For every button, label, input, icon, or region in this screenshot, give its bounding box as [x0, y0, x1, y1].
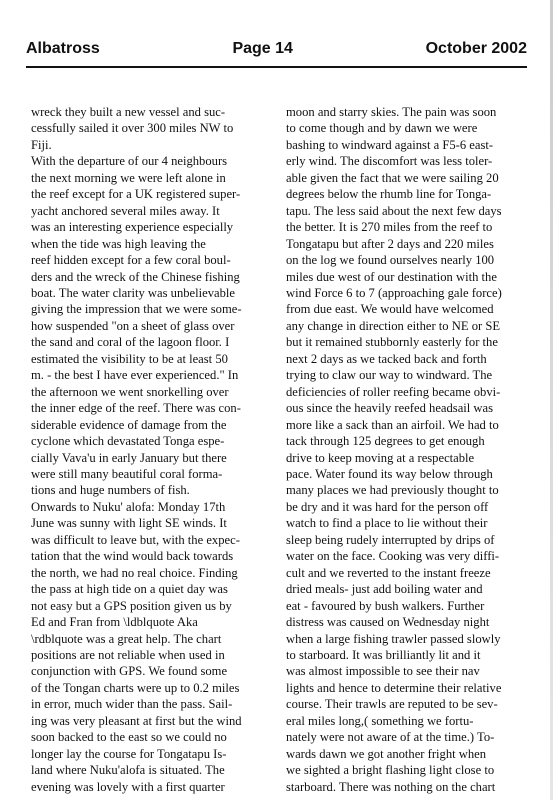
text-line: tack through 125 degrees to get enough: [286, 434, 485, 449]
text-line: cult and we reverted to the instant freeze: [286, 565, 491, 580]
text-line: wreck they built a new vessel and suc-: [31, 105, 226, 119]
text-line: the afternoon we went snorkelling over: [31, 384, 229, 399]
text-line: eral miles long,( something we fortu-: [286, 713, 474, 728]
text-line: nately were not aware of at the time.) To-: [286, 730, 495, 745]
text-line: the reef except for a UK registered super-: [31, 187, 241, 202]
text-line: siderable evidence of damage from the: [31, 417, 227, 432]
text-line: Onwards to Nuku' alofa: Monday 17th: [31, 499, 226, 514]
text-line: but it remained stubbornly easterly for the: [286, 335, 498, 350]
text-line: the north, we had no real choice. Finding: [31, 565, 238, 580]
text-line: to starboard. It was brilliantly lit and it: [286, 647, 481, 662]
text-line: on the log we found ourselves nearly 100: [286, 253, 495, 268]
text-line: miles due west of our destination with the: [286, 269, 497, 284]
text-line: the sand and coral of the lagoon floor. I: [31, 335, 230, 350]
text-line: of the Tongan charts were up to 0.2 miles: [31, 680, 240, 695]
text-line: Ed and Fran from \ldblquote Aka: [31, 615, 198, 630]
text-line: June was sunny with light SE winds. It: [31, 516, 227, 531]
text-line: cially Vava'u in early January but there: [31, 450, 227, 465]
text-line: the inner edge of the reef. There was con-: [31, 401, 241, 416]
text-line: eat - favoured by bush walkers. Further: [286, 598, 485, 613]
text-line: degrees below the rhumb line for Tonga-: [286, 187, 492, 202]
text-line: longer lay the course for Tongatapu Is-: [31, 746, 227, 761]
text-line: when a large fishing trawler passed slowly: [286, 631, 501, 646]
page-number: Page 14: [232, 40, 293, 57]
text-line: were still many beautiful coral forma-: [31, 466, 223, 481]
text-line: drive to keep moving at a respectable: [286, 450, 475, 465]
text-line: not easy but a GPS position given us by: [31, 598, 232, 613]
text-line: Tongatapu but after 2 days and 220 miles: [286, 236, 494, 251]
text-line: ders and the wreck of the Chinese fishing: [31, 269, 240, 284]
text-line: the next morning we were left alone in: [31, 170, 226, 185]
text-line: the better. It is 270 miles from the reef to: [286, 220, 493, 235]
text-line: deficiencies of roller reefing became obvi-: [286, 384, 501, 399]
text-line: to come though and by dawn we were: [286, 121, 478, 136]
text-line: moon and starry skies. The pain was soon: [286, 105, 497, 119]
text-line: Fiji.: [31, 137, 52, 152]
text-line: trying to claw our way to windward. The: [286, 368, 493, 383]
text-line: conjunction with GPS. We found some: [31, 664, 228, 679]
text-line: able given the fact that we were sailing 20: [286, 170, 499, 185]
text-line: m. - the best I have ever experienced." In: [31, 368, 239, 383]
text-line: watch to find a place to lie without their: [286, 516, 488, 531]
text-line: dried meals- just add boiling water and: [286, 582, 483, 597]
page-header: [26, 40, 527, 58]
text-line: With the departure of our 4 neighbours: [31, 154, 228, 169]
text-line: cyclone which devastated Tonga espe-: [31, 434, 225, 449]
text-line: ing was very pleasant at first but the wind: [31, 713, 242, 728]
text-line: when the tide was high leaving the: [31, 236, 206, 251]
text-line: cessfully sailed it over 300 miles NW to: [31, 121, 234, 136]
text-line: yacht anchored several miles away. It: [31, 203, 220, 218]
text-line: boat. The water clarity was unbelievable: [31, 285, 235, 300]
text-line: was almost impossible to see their nav: [286, 664, 480, 679]
issue-date: October 2002: [425, 40, 527, 57]
header-divider: [26, 66, 527, 68]
text-line: reef hidden except for a few coral boul-: [31, 253, 231, 268]
text-line: how suspended "on a sheet of glass over: [31, 318, 235, 333]
publication-title: Albatross: [26, 40, 100, 57]
text-line: bashing to windward against a F5-6 east-: [286, 137, 494, 152]
text-line: next 2 days as we tacked back and forth: [286, 351, 487, 366]
text-line: land where Nuku'alofa is situated. The: [31, 763, 225, 778]
text-line: erly wind. The discomfort was less toler-: [286, 154, 493, 169]
text-line: \rdblquote was a great help. The chart: [31, 631, 222, 646]
text-line: was an interesting experience especially: [31, 220, 234, 235]
left-text-column: [31, 104, 271, 795]
text-line: tapu. The less said about the next few days: [286, 203, 502, 218]
text-line: water on the face. Cooking was very diffi-: [286, 549, 500, 564]
text-line: wards dawn we got another fright when: [286, 746, 487, 761]
text-line: from due east. We would have welcomed: [286, 302, 494, 317]
text-line: any change in direction either to NE or SE: [286, 318, 501, 333]
text-line: tation that the wind would back towards: [31, 549, 234, 564]
text-line: giving the impression that we were some-: [31, 302, 242, 317]
text-line: lights and hence to determine their relative: [286, 680, 502, 695]
text-line: more like a sack than an airfoil. We had to: [286, 417, 499, 432]
text-line: was difficult to leave but, with the expec-: [31, 532, 240, 547]
text-line: starboard. There was nothing on the chart: [286, 779, 496, 794]
text-line: pace. Water found its way below through: [286, 466, 493, 481]
text-line: tions and huge numbers of fish.: [31, 483, 190, 498]
text-line: distress was caused on Wednesday night: [286, 615, 490, 630]
text-line: wind Force 6 to 7 (approaching gale force): [286, 285, 502, 300]
text-line: positions are not reliable when used in: [31, 647, 225, 662]
text-line: be dry and it was hard for the person off: [286, 499, 489, 514]
text-line: many places we had previously thought to: [286, 483, 499, 498]
text-line: estimated the visibility to be at least 50: [31, 351, 228, 366]
text-line: course. Their trawls are reputed to be sev-: [286, 697, 498, 712]
text-line: sleep being rudely interrupted by drips of: [286, 532, 495, 547]
text-line: ous since the heavily reefed headsail was: [286, 401, 494, 416]
text-line: soon backed to the east so we could no: [31, 730, 227, 745]
text-line: we sighted a bright flashing light close to: [286, 763, 495, 778]
text-line: in error, much wider than the pass. Sail-: [31, 697, 233, 712]
right-text-column: [286, 104, 530, 795]
text-line: the pass at high tide on a quiet day was: [31, 582, 228, 597]
text-line: evening was lovely with a first quarter: [31, 779, 225, 794]
